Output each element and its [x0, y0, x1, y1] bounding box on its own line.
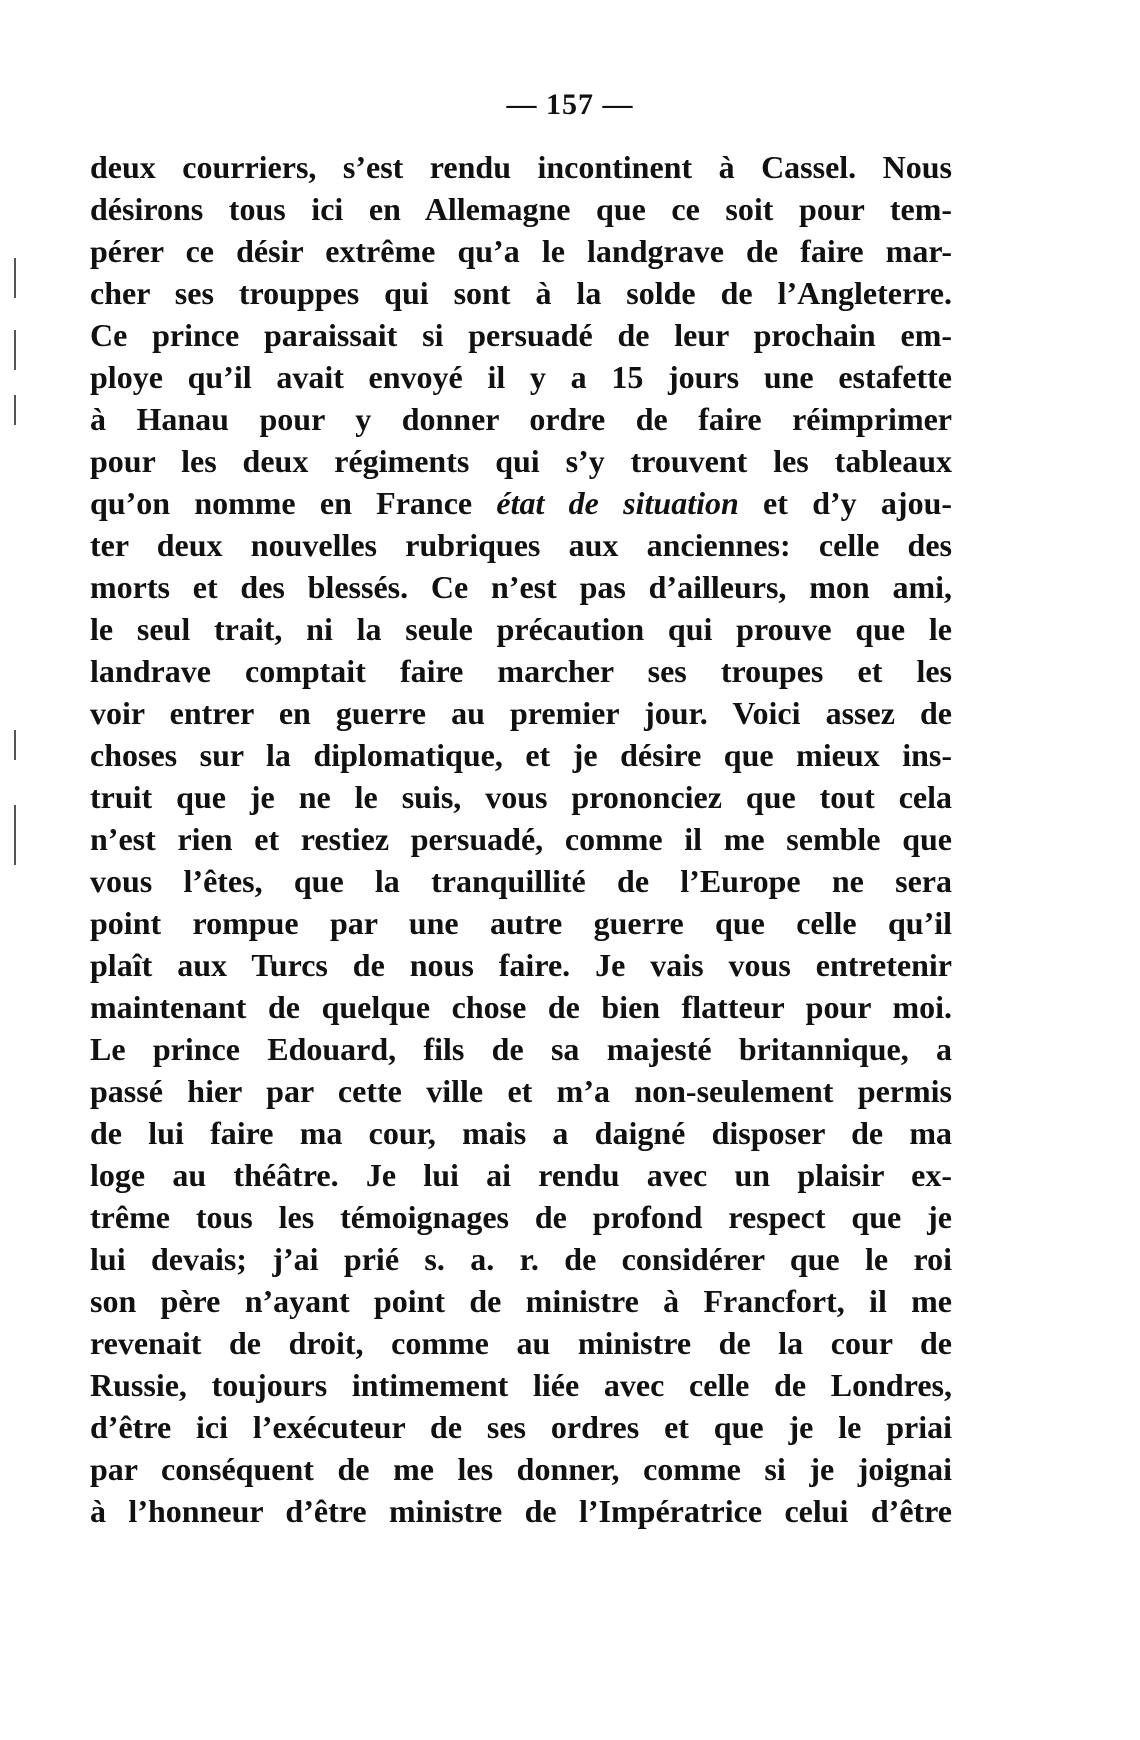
- body-text: [90, 146, 952, 1532]
- text-line: morts et des blessés. Ce n’est pas d’ailleurs, mon ami,: [90, 569, 952, 605]
- text-line: Russie, toujours intimement liée avec celle de Londres,: [90, 1367, 952, 1403]
- text-line: choses sur la diplomatique, et je désire que mieux ins-: [90, 737, 952, 773]
- text-line: landrave comptait faire marcher ses troupes et les: [90, 653, 952, 689]
- margin-mark: [14, 395, 16, 425]
- text-line: Ce prince paraissait si persuadé de leur prochain em-: [90, 317, 952, 353]
- text-line: n’est rien et restiez persuadé, comme il me semble que: [90, 821, 952, 857]
- text-line: deux courriers, s’est rendu incontinent à Cassel. Nous: [90, 149, 952, 185]
- text-line: à l’honneur d’être ministre de l’Impératrice celui d’être: [90, 1493, 952, 1529]
- text-line: plaît aux Turcs de nous faire. Je vais vous entretenir: [90, 947, 952, 983]
- text-line: voir entrer en guerre au premier jour. Voici assez de: [90, 695, 952, 731]
- text-line: lui devais; j’ai prié s. a. r. de considérer que le roi: [90, 1241, 952, 1277]
- text-line: à Hanau pour y donner ordre de faire réimprimer: [90, 401, 952, 437]
- margin-mark: [14, 330, 16, 370]
- text-line: de lui faire ma cour, mais a daigné disposer de ma: [90, 1115, 952, 1151]
- text-line: revenait de droit, comme au ministre de la cour de: [90, 1325, 952, 1361]
- text-line: point rompue par une autre guerre que celle qu’il: [90, 905, 952, 941]
- text-line: pour les deux régiments qui s’y trouvent les tableaux: [90, 443, 952, 479]
- text-line-with-italic: [90, 482, 952, 524]
- text-line: maintenant de quelque chose de bien flatteur pour moi.: [90, 989, 952, 1025]
- text-segment: qu’on nomme en France: [90, 485, 497, 521]
- text-line: trême tous les témoignages de profond respect que je: [90, 1199, 952, 1235]
- margin-mark: [14, 258, 16, 298]
- margin-mark: [14, 730, 16, 760]
- text-line: ploye qu’il avait envoyé il y a 15 jours une estafette: [90, 359, 952, 395]
- text-line: loge au théâtre. Je lui ai rendu avec un plaisir ex-: [90, 1157, 952, 1193]
- text-line: vous l’êtes, que la tranquillité de l’Europe ne sera: [90, 863, 952, 899]
- text-line: Le prince Edouard, fils de sa majesté britannique, a: [90, 1031, 952, 1067]
- text-line: passé hier par cette ville et m’a non-seulement permis: [90, 1073, 952, 1109]
- text-line: le seul trait, ni la seule précaution qui prouve que le: [90, 611, 952, 647]
- italic-term: état de situation: [496, 485, 739, 521]
- text-line: pérer ce désir extrême qu’a le landgrave de faire mar-: [90, 233, 952, 269]
- margin-mark: [14, 805, 16, 865]
- text-line: ter deux nouvelles rubriques aux anciennes: celle des: [90, 527, 952, 563]
- text-line: d’être ici l’exécuteur de ses ordres et que je le priai: [90, 1409, 952, 1445]
- text-line: par conséquent de me les donner, comme si je joignai: [90, 1451, 952, 1487]
- page-number: — 157 —: [506, 88, 634, 121]
- text-line: son père n’ayant point de ministre à Francfort, il me: [90, 1283, 952, 1319]
- text-line: truit que je ne le suis, vous prononciez que tout cela: [90, 779, 952, 815]
- text-line: cher ses trouppes qui sont à la solde de l’Angleterre.: [90, 275, 952, 311]
- text-line: désirons tous ici en Allemagne que ce soit pour tem-: [90, 191, 952, 227]
- text-segment: et d’y ajou-: [738, 485, 952, 521]
